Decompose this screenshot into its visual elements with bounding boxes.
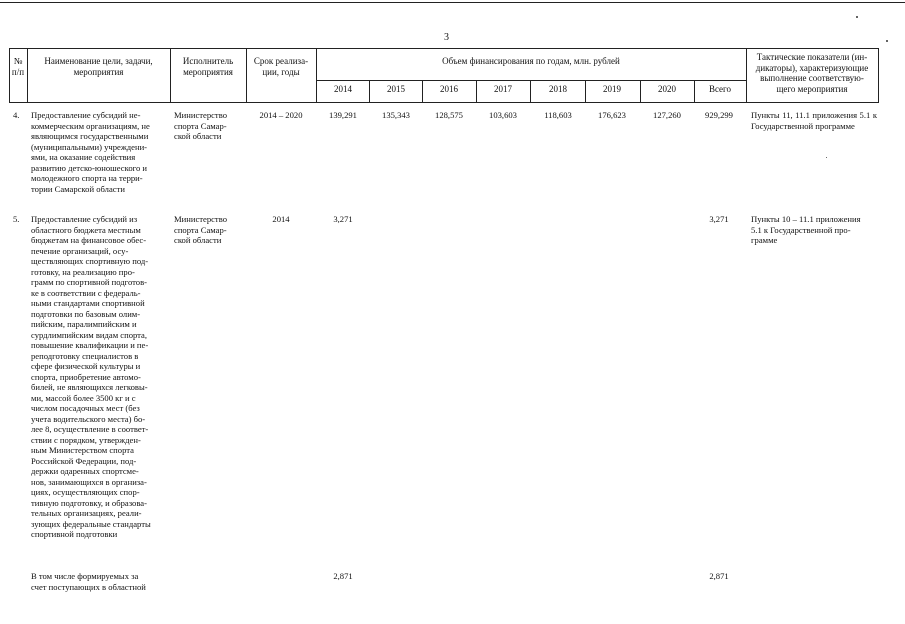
- row-num: 4.: [13, 110, 20, 120]
- header-num: № п/п: [11, 56, 25, 77]
- row-value-2016: 128,575: [435, 110, 463, 120]
- scan-speck: [826, 157, 827, 158]
- header-finance: Объем финансирования по годам, млн. рублей: [442, 56, 620, 66]
- row-name: Предоставление субсидий из областного бюджета местным бюджетам на финансовое обес- печение организаций, осу- ществляющих спортивную под- готовку, на реализацию про- грамм по спортивной подготов- ке в соответствии с федераль- ными стандартами спортивной подготовки по базовым олим- пийским, паралимпийским и сурдлимпийским видам спорта, повышение квалификации и пе- реподготовку специалистов в сфере физической культуры и спорта, приобретение автомо- билей, не являющихся легковы- ми, массой более 3500 кг и с числом посадочных мест (без учета водительского места) бо- лее 8, осуществление в соответ- ствии с порядком, утвержден- ным Министерством спорта Российской Федерации, под- держки одаренных спортсме- нов, занимающихся в организа- циях, осуществляющих спор- тивную подготовку, и образова- тельных организациях, реали- зующих федеральные стандарты спортивной подготовки: [31, 214, 151, 539]
- row-name: В том числе формируемых за счет поступающих в областной: [31, 571, 146, 592]
- header-year-2015: 2015: [387, 84, 405, 94]
- row-value-2020: 127,260: [653, 110, 681, 120]
- header-year-2020: 2020: [658, 84, 676, 94]
- header-year-total: Всего: [708, 84, 732, 94]
- row-term: 2014 – 2020: [259, 110, 303, 120]
- row-value-total: 929,299: [705, 110, 733, 120]
- page-number: 3: [444, 32, 449, 43]
- row-name: Предоставление субсидий не- коммерческим организациям, не являющимся государственными (муниципальными) учреждени- ями, на оказание содействия развитию детско-юношеского и молодежного спорта на терри- тории Самарской области: [31, 110, 150, 194]
- grid-line: [530, 80, 531, 103]
- row-indicators: Пункты 10 – 11.1 приложения 5.1 к Государственной про- грамме: [751, 214, 861, 245]
- row-value-total: 2,871: [709, 571, 729, 581]
- row-value-2014: 139,291: [329, 110, 357, 120]
- grid-line: [585, 80, 586, 103]
- header-year-2019: 2019: [603, 84, 621, 94]
- row-value-2014: 3,271: [333, 214, 353, 224]
- row-value-2015: 135,343: [382, 110, 410, 120]
- row-executor: Министерство спорта Самар- ской области: [174, 110, 227, 141]
- row-value-2014: 2,871: [333, 571, 353, 581]
- header-year-2016: 2016: [440, 84, 458, 94]
- row-term: 2014: [272, 214, 290, 224]
- header-mid-line: [316, 80, 746, 81]
- row-value-total: 3,271: [709, 214, 729, 224]
- row-value-2019: 176,623: [598, 110, 626, 120]
- header-year-2018: 2018: [549, 84, 567, 94]
- header-name: Наименование цели, задачи, мероприятия: [44, 56, 153, 77]
- row-executor: Министерство спорта Самар- ской области: [174, 214, 227, 245]
- row-indicators: Пункты 11, 11.1 приложения 5.1 к Государственной программе: [751, 110, 877, 131]
- grid-line: [422, 80, 423, 103]
- scan-speck: [856, 16, 858, 18]
- grid-line: [476, 80, 477, 103]
- header-year-2014: 2014: [334, 84, 352, 94]
- grid-line: [369, 80, 370, 103]
- header-term: Срок реализа- ции, годы: [253, 56, 309, 77]
- grid-line: [640, 80, 641, 103]
- row-num: 5.: [13, 214, 20, 224]
- scan-speck: [886, 40, 888, 42]
- header-indicators: Тактические показатели (ин- дикаторы), характеризующие выполнение соответствую- щего мероприятия: [755, 52, 869, 94]
- top-border-line: [0, 2, 905, 3]
- row-value-2017: 103,603: [489, 110, 517, 120]
- header-bottom-line: [9, 102, 878, 103]
- header-top-line: [9, 48, 878, 49]
- header-year-2017: 2017: [494, 84, 512, 94]
- row-value-2018: 118,603: [544, 110, 572, 120]
- grid-line: [878, 48, 879, 103]
- header-executor: Исполнитель мероприятия: [182, 56, 234, 77]
